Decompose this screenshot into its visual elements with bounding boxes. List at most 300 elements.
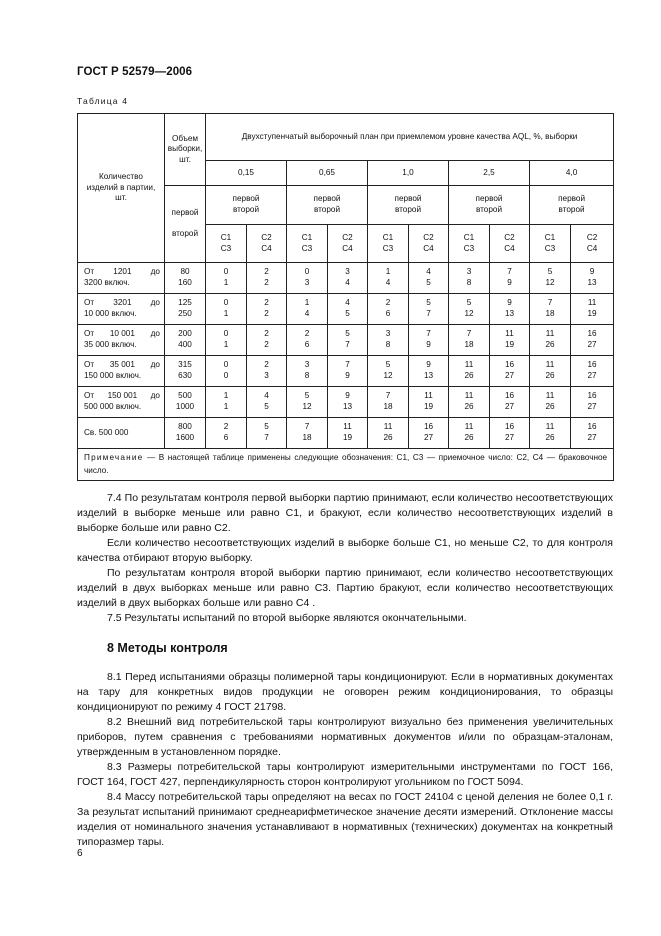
- reject-number-cell: [490, 325, 530, 356]
- c-label: С1: [301, 232, 313, 242]
- sample-size-value: 125: [178, 298, 192, 308]
- cell-value: 5: [345, 309, 350, 318]
- accept-number-cell: [449, 294, 490, 325]
- accept-number-cell: [287, 263, 328, 294]
- c-label: С2: [423, 232, 434, 242]
- label-first: первой: [232, 194, 260, 204]
- accept-number-cell: [206, 263, 247, 294]
- reject-number-cell: [328, 263, 368, 294]
- aql-level: 1,0: [368, 161, 449, 186]
- cell-value: 1: [223, 402, 229, 411]
- cell-value: 1: [223, 309, 229, 318]
- c-label: С3: [463, 243, 475, 253]
- lot-size-part: От: [84, 360, 95, 370]
- c-reject-header: [490, 225, 530, 263]
- cell-value: 5: [466, 298, 472, 308]
- cell-value: 18: [383, 402, 393, 411]
- cell-value: 2: [223, 422, 229, 432]
- cell-value: 26: [383, 433, 393, 442]
- cell-value: 1: [223, 391, 229, 401]
- cell-value: 7: [426, 329, 431, 339]
- plan-title: Двухступенчатый выборочный план при приемлемом уровне качества AQL, %, выборки: [206, 114, 614, 161]
- sample-size-value: 630: [178, 371, 192, 380]
- cell-value: 18: [545, 309, 555, 318]
- reject-number-cell: [247, 387, 287, 418]
- cell-value: 11: [587, 298, 597, 308]
- c-accept-header: [530, 225, 571, 263]
- accept-number-cell: [449, 325, 490, 356]
- cell-value: 5: [264, 422, 269, 432]
- c-reject-header: [571, 225, 614, 263]
- cell-value: 6: [223, 433, 229, 442]
- sample-sizes: [165, 294, 206, 325]
- reject-number-cell: [247, 325, 287, 356]
- accept-number-cell: [530, 418, 571, 449]
- accept-number-cell: [287, 418, 328, 449]
- sample-size-value: 250: [178, 309, 192, 318]
- c-label: С2: [504, 232, 515, 242]
- accept-number-cell: [530, 387, 571, 418]
- col-header-sample-size: Объем выборки, шт.: [165, 114, 206, 186]
- cell-value: 27: [587, 402, 597, 411]
- accept-number-cell: [206, 387, 247, 418]
- document-header: ГОСТ Р 52579—2006: [77, 66, 193, 78]
- reject-number-cell: [247, 294, 287, 325]
- cell-value: 5: [304, 391, 310, 401]
- sample-size-value: 1600: [175, 433, 195, 442]
- cell-value: 9: [507, 298, 512, 308]
- cell-value: 26: [464, 402, 474, 411]
- table-row: [78, 294, 614, 325]
- accept-number-cell: [449, 387, 490, 418]
- cell-value: 7: [385, 391, 391, 401]
- paragraph: По результатам контроля второй выборки партию принимают, если количество несоответствующих изделий в двух выборках меньше или равно С3. Партию бракуют, если количество несоответствующих изделий в двух выборках больше или равно С4 .: [77, 567, 613, 609]
- sample-labels: [287, 186, 368, 225]
- lot-size-part: 3201: [113, 298, 132, 308]
- table-footer: [78, 449, 614, 481]
- sample-sizes: [165, 263, 206, 294]
- cell-value: 26: [545, 371, 555, 380]
- lot-size-part: 10 000 включ.: [84, 309, 137, 318]
- table-body: [78, 263, 614, 449]
- cell-value: 6: [385, 309, 391, 318]
- cell-value: 4: [385, 278, 391, 287]
- sample-sizes: [165, 325, 206, 356]
- accept-number-cell: [287, 294, 328, 325]
- reject-number-cell: [247, 263, 287, 294]
- c-accept-header: [449, 225, 490, 263]
- cell-value: 2: [264, 340, 269, 349]
- cell-value: 2: [264, 329, 269, 339]
- cell-value: 3: [304, 278, 310, 287]
- c-label: С1: [544, 232, 556, 242]
- sample-size-value: 200: [178, 329, 192, 339]
- reject-number-cell: [571, 294, 614, 325]
- cell-value: 2: [264, 298, 269, 308]
- cell-value: 7: [345, 340, 350, 349]
- accept-number-cell: [368, 418, 409, 449]
- cell-value: 26: [545, 340, 555, 349]
- cell-value: 2: [264, 267, 269, 277]
- cell-value: 7: [264, 433, 269, 442]
- reject-number-cell: [409, 387, 449, 418]
- sample-labels: [206, 186, 287, 225]
- sample-sizes: [165, 387, 206, 418]
- cell-value: 18: [464, 340, 474, 349]
- cell-value: 1: [223, 340, 229, 349]
- cell-value: 7: [547, 298, 553, 308]
- accept-number-cell: [530, 294, 571, 325]
- accept-number-cell: [530, 356, 571, 387]
- c-label: С3: [220, 243, 232, 253]
- reject-number-cell: [571, 263, 614, 294]
- sample-sizes: [165, 418, 206, 449]
- c-label: С4: [504, 243, 515, 253]
- cell-value: 7: [426, 309, 431, 318]
- cell-value: 1: [385, 267, 391, 277]
- table-row: [78, 387, 614, 418]
- label-second: второй: [232, 205, 260, 214]
- lot-size-range: [78, 263, 165, 294]
- label-first: первой: [558, 194, 586, 204]
- cell-value: 5: [426, 298, 431, 308]
- cell-value: 5: [547, 267, 553, 277]
- accept-number-cell: [206, 418, 247, 449]
- cell-value: 11: [343, 422, 352, 432]
- cell-value: 3: [385, 329, 391, 339]
- section-heading: 8 Методы контроля: [107, 641, 228, 655]
- cell-value: 11: [464, 391, 474, 401]
- cell-value: 0: [223, 329, 229, 339]
- table-caption: Таблица 4: [77, 96, 129, 106]
- cell-value: 11: [545, 422, 555, 432]
- sample-size-value: 500: [178, 391, 192, 401]
- cell-value: 2: [304, 329, 310, 339]
- c-label: С2: [342, 232, 353, 242]
- c-label: С1: [382, 232, 394, 242]
- cell-value: 9: [589, 267, 595, 277]
- accept-number-cell: [368, 263, 409, 294]
- cell-value: 7: [345, 360, 350, 370]
- cell-value: 16: [587, 422, 597, 432]
- cell-value: 0: [223, 267, 229, 277]
- aql-level: 2,5: [449, 161, 530, 186]
- sample-size-value: 1000: [175, 402, 195, 411]
- c-label: С4: [423, 243, 434, 253]
- cell-value: 4: [345, 298, 350, 308]
- cell-value: 19: [587, 309, 597, 318]
- accept-number-cell: [530, 263, 571, 294]
- table-row: [78, 263, 614, 294]
- reject-number-cell: [571, 418, 614, 449]
- reject-number-cell: [490, 263, 530, 294]
- cell-value: 13: [423, 371, 434, 380]
- cell-value: 8: [466, 278, 472, 287]
- paragraph-8-2: 8.2 Внешний вид потребительской тары контролируют визуально без применения увеличительных приборов, путем сравнения с требованиями нормативных документов и/или по образцам-эталонам, утвержденным в установленном порядке.: [77, 716, 613, 758]
- lot-size-part: до: [150, 267, 160, 277]
- lot-size-range: [78, 325, 165, 356]
- label-first: первой: [171, 208, 199, 218]
- cell-value: 19: [504, 340, 515, 349]
- sample-size-value: 80: [180, 267, 190, 277]
- c-label: С3: [544, 243, 556, 253]
- cell-value: 11: [464, 422, 474, 432]
- col-header-lot-size: Количество изделий в партии, шт.: [78, 114, 165, 263]
- cell-value: 18: [302, 433, 312, 442]
- table-row: [78, 356, 614, 387]
- c-label: С4: [342, 243, 353, 253]
- lot-size-part: От: [84, 267, 95, 277]
- reject-number-cell: [409, 356, 449, 387]
- sampling-plan-table: [77, 113, 614, 481]
- cell-value: 6: [304, 340, 310, 349]
- reject-number-cell: [409, 263, 449, 294]
- label-second: второй: [313, 205, 341, 214]
- cell-value: 12: [464, 309, 474, 318]
- reject-number-cell: [571, 325, 614, 356]
- accept-number-cell: [368, 294, 409, 325]
- lot-size-part: 10 001: [109, 329, 135, 339]
- lot-size-part: до: [150, 391, 160, 401]
- paragraph: Если количество несоответствующих изделий в выборке больше С1, но меньше С2, то для контроля качества отбирают вторую выборку.: [77, 537, 613, 564]
- cell-value: 9: [426, 340, 431, 349]
- label-second: второй: [475, 205, 503, 214]
- cell-value: 2: [264, 309, 269, 318]
- lot-size-part: 3200 включ.: [84, 278, 130, 287]
- c-reject-header: [247, 225, 287, 263]
- reject-number-cell: [409, 325, 449, 356]
- cell-value: 5: [385, 360, 391, 370]
- label-first: первой: [394, 194, 422, 204]
- reject-number-cell: [328, 325, 368, 356]
- cell-value: 8: [304, 371, 310, 380]
- page-number: 6: [77, 848, 83, 859]
- c-reject-header: [409, 225, 449, 263]
- cell-value: 16: [587, 360, 597, 370]
- reject-number-cell: [328, 387, 368, 418]
- lot-size-range: [78, 356, 165, 387]
- c-label: С4: [586, 243, 598, 253]
- paragraph-8-3: 8.3 Размеры потребительской тары контролируют измерительными инструментами по ГОСТ 166, ГОСТ 164, ГОСТ 427, перпендикулярность сторон контролируют угольником по ГОСТ 5094.: [77, 761, 613, 788]
- lot-size-part: 500 000 включ.: [84, 402, 142, 411]
- lot-size-part: 1201: [113, 267, 132, 277]
- note-label: Примечание: [84, 453, 144, 462]
- c-accept-header: [287, 225, 328, 263]
- reject-number-cell: [247, 356, 287, 387]
- cell-value: 11: [383, 422, 393, 432]
- label-first: первой: [475, 194, 503, 204]
- cell-value: 0: [223, 298, 229, 308]
- lot-size-part: до: [150, 329, 160, 339]
- cell-value: 5: [345, 329, 350, 339]
- cell-value: 26: [464, 433, 474, 442]
- cell-value: 4: [426, 267, 431, 277]
- cell-value: 27: [504, 371, 515, 380]
- sample-size-value: 160: [178, 278, 192, 287]
- label-first: первой: [313, 194, 341, 204]
- cell-value: 4: [304, 309, 310, 318]
- reject-number-cell: [409, 418, 449, 449]
- reject-number-cell: [328, 294, 368, 325]
- label-second: второй: [171, 229, 199, 238]
- cell-value: 19: [342, 433, 353, 442]
- sample-size-value: 800: [178, 422, 192, 432]
- accept-number-cell: [206, 294, 247, 325]
- cell-value: 16: [587, 391, 597, 401]
- label-second: второй: [558, 205, 585, 214]
- lot-size-part: до: [150, 298, 160, 308]
- cell-value: 7: [304, 422, 310, 432]
- paragraph-7-5: 7.5 Результаты испытаний по второй выборке являются окончательными.: [107, 612, 467, 624]
- cell-value: 11: [545, 360, 555, 370]
- cell-value: 26: [464, 371, 474, 380]
- cell-value: 26: [545, 402, 555, 411]
- c-accept-header: [206, 225, 247, 263]
- cell-value: 13: [504, 309, 515, 318]
- cell-value: 27: [504, 433, 515, 442]
- lot-size-part: 150 000 включ.: [84, 371, 142, 380]
- reject-number-cell: [328, 418, 368, 449]
- table-row: [78, 325, 614, 356]
- accept-number-cell: [206, 356, 247, 387]
- reject-number-cell: [328, 356, 368, 387]
- cell-value: 2: [385, 298, 391, 308]
- reject-number-cell: [490, 294, 530, 325]
- accept-number-cell: [530, 325, 571, 356]
- accept-number-cell: [206, 325, 247, 356]
- cell-value: 11: [464, 360, 474, 370]
- cell-value: 11: [545, 391, 555, 401]
- cell-value: 16: [504, 422, 515, 432]
- lot-size-range: [78, 294, 165, 325]
- cell-value: 0: [223, 371, 229, 380]
- sample-labels: [449, 186, 530, 225]
- sample-size-value: 400: [178, 340, 192, 349]
- cell-value: 0: [304, 267, 310, 277]
- sample-labels: [368, 186, 449, 225]
- cell-value: 27: [587, 371, 597, 380]
- cell-value: 13: [587, 278, 597, 287]
- cell-value: 12: [383, 371, 393, 380]
- cell-value: 16: [587, 329, 597, 339]
- cell-value: 2: [264, 360, 269, 370]
- paragraph-8-1: 8.1 Перед испытаниями образцы полимерной тары кондиционируют. Если в нормативных документах на тару для конкретных видов продукции не оговорен режим кондиционирования, то образцы кондиционируют по режиму 4 ГОСТ 21798.: [77, 671, 613, 713]
- reject-number-cell: [490, 387, 530, 418]
- c-label: С1: [463, 232, 475, 242]
- cell-value: 27: [423, 433, 434, 442]
- cell-value: 27: [504, 402, 515, 411]
- document-body: [77, 491, 613, 850]
- c-label: С3: [382, 243, 394, 253]
- sample-labels: [530, 186, 614, 225]
- c-accept-header: [368, 225, 409, 263]
- cell-value: 5: [264, 402, 269, 411]
- cell-value: 11: [424, 391, 433, 401]
- cell-value: 9: [345, 371, 350, 380]
- cell-value: 12: [302, 402, 312, 411]
- lot-size-part: Св. 500 000: [84, 427, 129, 437]
- sample-order-labels: [165, 186, 206, 263]
- reject-number-cell: [571, 387, 614, 418]
- lot-size-range: [78, 418, 165, 449]
- table-note: [78, 449, 614, 481]
- cell-value: 27: [587, 340, 597, 349]
- accept-number-cell: [287, 387, 328, 418]
- cell-value: 12: [545, 278, 555, 287]
- lot-size-part: От: [84, 329, 95, 339]
- c-reject-header: [328, 225, 368, 263]
- cell-value: 9: [345, 391, 350, 401]
- c-label: С3: [301, 243, 313, 253]
- cell-value: 4: [264, 391, 269, 401]
- accept-number-cell: [368, 356, 409, 387]
- reject-number-cell: [571, 356, 614, 387]
- cell-value: 3: [264, 371, 269, 380]
- lot-size-range: [78, 387, 165, 418]
- cell-value: 19: [423, 402, 434, 411]
- cell-value: 3: [304, 360, 310, 370]
- table-row: [78, 418, 614, 449]
- cell-value: 9: [507, 278, 512, 287]
- cell-value: 1: [304, 298, 310, 308]
- label-second: второй: [394, 205, 422, 214]
- cell-value: 0: [223, 360, 229, 370]
- cell-value: 5: [426, 278, 431, 287]
- cell-value: 26: [545, 433, 555, 442]
- cell-value: 16: [504, 391, 515, 401]
- accept-number-cell: [287, 356, 328, 387]
- cell-value: 7: [507, 267, 512, 277]
- lot-size-part: От: [84, 298, 95, 308]
- cell-value: 16: [504, 360, 515, 370]
- accept-number-cell: [368, 387, 409, 418]
- aql-level: 0,65: [287, 161, 368, 186]
- paragraph-7-4: 7.4 По результатам контроля первой выборки партию принимают, если количество несоответствующих изделий в выборке меньше или равно С1, и бракуют, если количество несоответствующих изделий в выборке больше или равно С2.: [77, 492, 613, 534]
- cell-value: 1: [223, 278, 229, 287]
- accept-number-cell: [449, 356, 490, 387]
- c-label: С4: [261, 243, 272, 253]
- c-label: С1: [220, 232, 232, 242]
- cell-value: 11: [505, 329, 514, 339]
- cell-value: 13: [342, 402, 353, 411]
- paragraph-8-4: 8.4 Массу потребительской тары определяют на весах по ГОСТ 24104 с ценой деления не более 0,1 г. За результат испытаний принимают среднеарифметическое значение десяти измерений. Отклонение массы изделия от номинального значения устанавливают в нормативных (технических) документах на конкретный типоразмер тары.: [77, 791, 613, 848]
- reject-number-cell: [409, 294, 449, 325]
- cell-value: 3: [466, 267, 472, 277]
- cell-value: 4: [345, 278, 350, 287]
- lot-size-part: 150 001: [107, 391, 138, 401]
- cell-value: 8: [385, 340, 391, 349]
- sample-sizes: [165, 356, 206, 387]
- note-text: — В настоящей таблице применены следующие обозначения: С1, С3 — приемочное число: С2, С4 — браковочное число.: [84, 453, 608, 475]
- cell-value: 7: [466, 329, 472, 339]
- cell-value: 2: [264, 278, 269, 287]
- c-label: С2: [586, 232, 598, 242]
- reject-number-cell: [490, 418, 530, 449]
- cell-value: 3: [345, 267, 350, 277]
- cell-value: 9: [426, 360, 431, 370]
- sample-size-value: 315: [178, 360, 192, 370]
- cell-value: 27: [587, 433, 597, 442]
- reject-number-cell: [490, 356, 530, 387]
- lot-size-part: до: [150, 360, 160, 370]
- lot-size-part: 35 000 включ.: [84, 340, 137, 349]
- accept-number-cell: [287, 325, 328, 356]
- lot-size-part: От: [84, 391, 95, 401]
- lot-size-part: 35 001: [109, 360, 135, 370]
- c-label: С2: [261, 232, 272, 242]
- cell-value: 11: [545, 329, 555, 339]
- aql-level: 4,0: [530, 161, 614, 186]
